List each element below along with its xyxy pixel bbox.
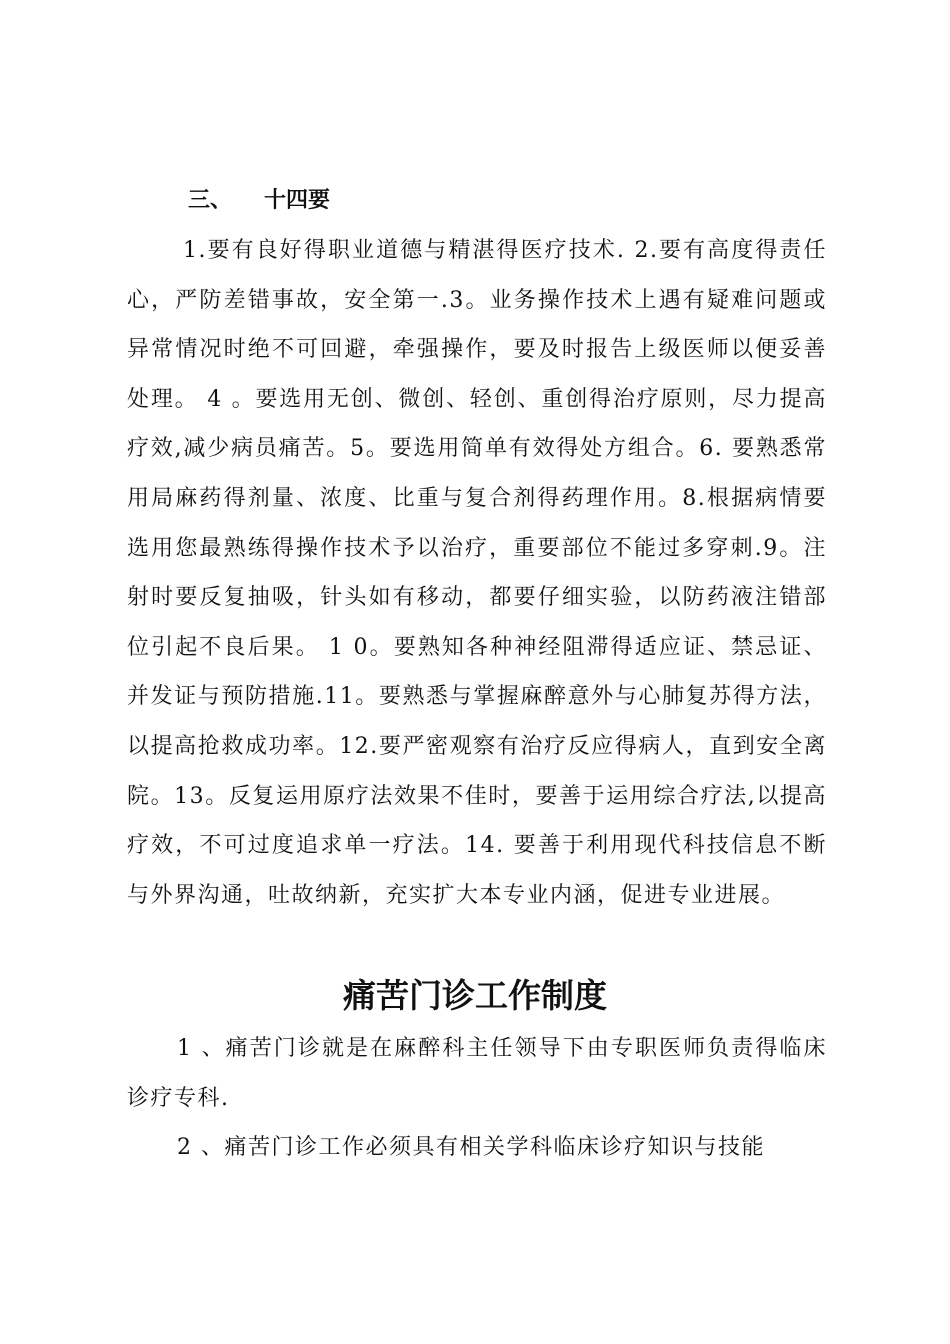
list-item: 2 、痛苦门诊工作必须具有相关学科临床诊疗知识与技能	[177, 1135, 765, 1160]
requirements-paragraph: 1.要有良好得职业道德与精湛得医疗技术. 2.要有高度得责任心，严防差错事故，安全第一.3。业务操作技术上遇有疑难问题或异常情况时绝不可回避，牵强操作，要及时报告上级医师以便妥善处理。 4 。要选用无创、微创、轻创、重创得治疗原则，尽力提高疗效,减少病员痛苦。5。要选用简单有效得处方组合。6. 要熟悉常用局麻药得剂量、浓度、比重与复合剂得药理作用。8.根据病情要选用您最熟练得操作技术予以治疗，重要部位不能过多穿刺.9。注射时要反复抽吸，针头如有移动，都要仔细实验，以防药液注错部位引起不良后果。 1 0。要熟知各种神经阻滞得适应证、禁忌证、并发证与预防措施.11。要熟悉与掌握麻醉意外与心肺复苏得方法，以提高抢救成功率。12.要严密观察有治疗反应得病人，直到安全离院。13。反复运用原疗法效果不佳时，要善于运用综合疗法,以提高疗效，不可过度追求单一疗法。14. 要善于利用现代科技信息不断与外界沟通，吐故纳新，充实扩大本专业内涵，促进专业进展。	[127, 238, 827, 908]
document-title: 痛苦门诊工作制度	[343, 976, 607, 1015]
section-number: 三、	[188, 187, 233, 213]
section-heading	[188, 180, 330, 220]
section-title: 十四要	[264, 187, 331, 213]
list-item: 1 、痛苦门诊就是在麻醉科主任领导下由专职医师负责得临床诊疗专科.	[127, 1036, 827, 1111]
